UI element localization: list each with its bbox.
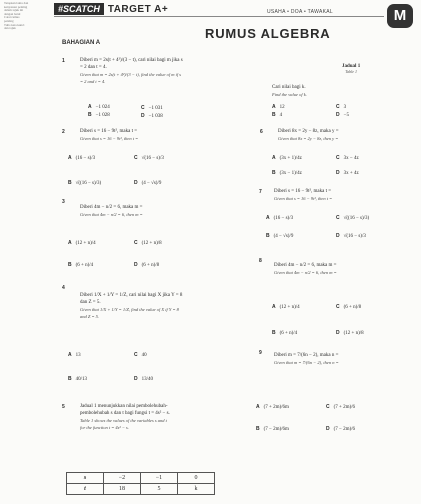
question-text-en: Find the value of k. <box>272 92 307 97</box>
question-text: = 2 dan t = 4. <box>80 65 107 70</box>
question-number: 9 <box>259 350 262 356</box>
option-d[interactable]: D (12 + n)/8 <box>336 330 364 336</box>
question-number: 2 <box>62 129 65 135</box>
question-number: 3 <box>62 199 65 205</box>
table-1 <box>66 472 215 495</box>
question-1 <box>80 57 183 85</box>
option-d[interactable]: D −1 038 <box>141 113 163 119</box>
option-c[interactable]: C (6 + n)/8 <box>336 304 362 310</box>
table-row <box>67 484 215 495</box>
table-cell: −1 <box>141 473 178 484</box>
option-a[interactable]: A (16 − s)/3 <box>266 215 294 221</box>
option-c[interactable]: C √((16 − s)/3) <box>336 215 370 221</box>
question-text-en: Given that s = 16 − 9t², then t = <box>274 196 333 201</box>
question-text-en: = 2 and t = 4. <box>80 79 106 84</box>
brand-note: penting <box>4 19 14 23</box>
option-c[interactable]: C 3x − 4z <box>336 155 359 161</box>
option-a[interactable]: A (3x + 1)/4z <box>272 155 302 161</box>
option-b[interactable]: B −1 028 <box>88 112 110 118</box>
option-b[interactable]: B 4 <box>272 112 283 118</box>
question-text-en: and Z = 5. <box>80 314 100 319</box>
option-a[interactable]: A −1 024 <box>88 104 110 110</box>
option-a[interactable]: A (12 + n)/4 <box>272 304 300 310</box>
brand-note: Tetapkan fakta dan <box>4 2 29 5</box>
question-text-en: Given that 4m − n/2 = 6, then m = <box>80 212 143 217</box>
brand-note: kenyataan penting <box>4 5 28 9</box>
publisher-logo: M <box>387 4 413 28</box>
option-b[interactable]: B 40/13 <box>68 376 88 382</box>
brand-note: dan tajuk <box>4 27 16 31</box>
question-text-en: Table 1 shows the values of the variables s and t <box>80 418 167 423</box>
question-text: Diberi 8x = 2y − 8z, maka y = <box>278 129 339 134</box>
header-rule <box>54 16 384 17</box>
option-d[interactable]: D 3x + 4z <box>336 170 359 176</box>
option-b[interactable]: B (6 + n)/4 <box>68 262 94 268</box>
page-title: RUMUS ALGEBRA <box>205 26 331 41</box>
publisher-motto: USAHA • DOA • TAWAKAL <box>267 9 333 15</box>
question-find-k <box>272 84 307 98</box>
question-text: Diberi m = 2s(t + 4²)/(3 − t), cari nilai bagi m jika s <box>80 58 183 63</box>
option-d[interactable]: D (4 − √s)/9 <box>134 180 162 186</box>
question-text: Diberi s = 16 − 9t², maka t = <box>274 189 332 194</box>
table-1-heading <box>342 64 360 74</box>
question-text-en: Given that m = 7/(6n − 2), then n = <box>274 360 339 365</box>
question-number: 5 <box>62 404 65 410</box>
table-cell: −2 <box>104 473 141 484</box>
question-text-en: for the function t = 4s² − s. <box>80 425 129 430</box>
question-text: Diberi s = 16 − 9t², maka t = <box>80 129 138 134</box>
table-cell: k <box>178 484 215 495</box>
question-number: 8 <box>259 258 262 264</box>
table-row <box>67 473 215 484</box>
question-2 <box>80 128 138 142</box>
option-b[interactable]: B √((16 − s)/3) <box>68 180 102 186</box>
option-c[interactable]: C −1 031 <box>141 105 163 111</box>
option-d[interactable]: D √(16 − s)/3 <box>336 233 366 239</box>
option-b[interactable]: B (4 − √s)/9 <box>266 233 294 239</box>
question-number: 4 <box>62 285 65 291</box>
option-d[interactable]: D 13/40 <box>134 376 154 382</box>
question-5 <box>80 403 170 431</box>
question-text: dan Z = 5. <box>80 300 101 305</box>
question-text-en: Given that m = 2s(t + 4²)/(3 − t), find the value of m if s <box>80 72 181 77</box>
question-text: Diberi 1/X + 1/Y = 1/Z, cari nilai bagi X jika Y = 8 <box>80 293 183 298</box>
banner-tag: #SCATCH <box>54 3 104 15</box>
option-d[interactable]: D (6 + n)/8 <box>134 262 160 268</box>
option-a[interactable]: A 13 <box>68 352 81 358</box>
option-b[interactable]: B (3x − 1)/4z <box>272 170 302 176</box>
question-text: pembolehubah s dan t bagi fungsi t = 4s² − s. <box>80 411 170 416</box>
question-8 <box>274 262 337 276</box>
question-text: Diberi 4m − n/2 = 6, maka m = <box>80 205 143 210</box>
question-text: Diberi m = 7/(6n − 2), maka n = <box>274 353 339 358</box>
question-text: Cari nilai bagi k. <box>272 85 306 90</box>
question-text-en: Given that 8x = 2y − 8z, then y = <box>278 136 339 141</box>
banner-name: TARGET A+ <box>107 3 169 15</box>
question-text: Jadual 1 menunjukkan nilai pembolehubah- <box>80 404 168 409</box>
option-d[interactable]: D −5 <box>336 112 349 118</box>
question-text-en: Given that 1/X + 1/Y = 1/Z, find the value of X if Y = 8 <box>80 307 179 312</box>
option-c[interactable]: C (12 + n)/8 <box>134 240 162 246</box>
question-4 <box>80 292 182 320</box>
option-b[interactable]: B (7 − 2m)/6m <box>256 426 289 432</box>
option-c[interactable]: C (7 + 2m)/6 <box>326 404 356 410</box>
option-a[interactable]: A (16 − s)/3 <box>68 155 96 161</box>
question-7 <box>274 188 332 202</box>
brand-note: dengan betul <box>4 12 21 16</box>
question-6 <box>278 128 339 142</box>
table-title: Jadual 1 <box>342 64 361 69</box>
table-cell: 0 <box>178 473 215 484</box>
option-a[interactable]: A 12 <box>272 104 285 110</box>
option-c[interactable]: C 40 <box>134 352 147 358</box>
question-number: 1 <box>62 58 65 64</box>
table-title-en: Table 1 <box>345 69 357 74</box>
question-text: Diberi 4m − n/2 = 6, maka m = <box>274 263 337 268</box>
brand-note: dalam tajuk ini <box>4 9 24 13</box>
option-c[interactable]: C 3 <box>336 104 347 110</box>
option-a[interactable]: A (12 + n)/4 <box>68 240 96 246</box>
table-cell: 18 <box>104 484 141 495</box>
question-text-en: Given that 4m − n/2 = 6, then m = <box>274 270 337 275</box>
brand-note: Catat rumus <box>4 16 20 20</box>
question-9 <box>274 352 339 366</box>
question-text-en: Given that s = 16 − 9t², then t = <box>80 136 139 141</box>
table-cell: t <box>67 484 104 495</box>
question-number: 6 <box>260 129 263 135</box>
table-cell: 5 <box>141 484 178 495</box>
question-3 <box>80 204 143 218</box>
question-number: 7 <box>259 189 262 195</box>
table-cell: s <box>67 473 104 484</box>
section-title: BAHAGIAN A <box>62 40 101 46</box>
option-b[interactable]: B (6 + n)/4 <box>272 330 298 336</box>
option-c[interactable]: C √(16 − s)/3 <box>134 155 164 161</box>
option-d[interactable]: D (7 − 2m)/6 <box>326 426 356 432</box>
header-banner <box>54 3 168 15</box>
brand-note: Tulis kata kunci <box>4 23 25 27</box>
brand-notes <box>4 2 50 31</box>
option-a[interactable]: A (7 + 2m)/6m <box>256 404 289 410</box>
